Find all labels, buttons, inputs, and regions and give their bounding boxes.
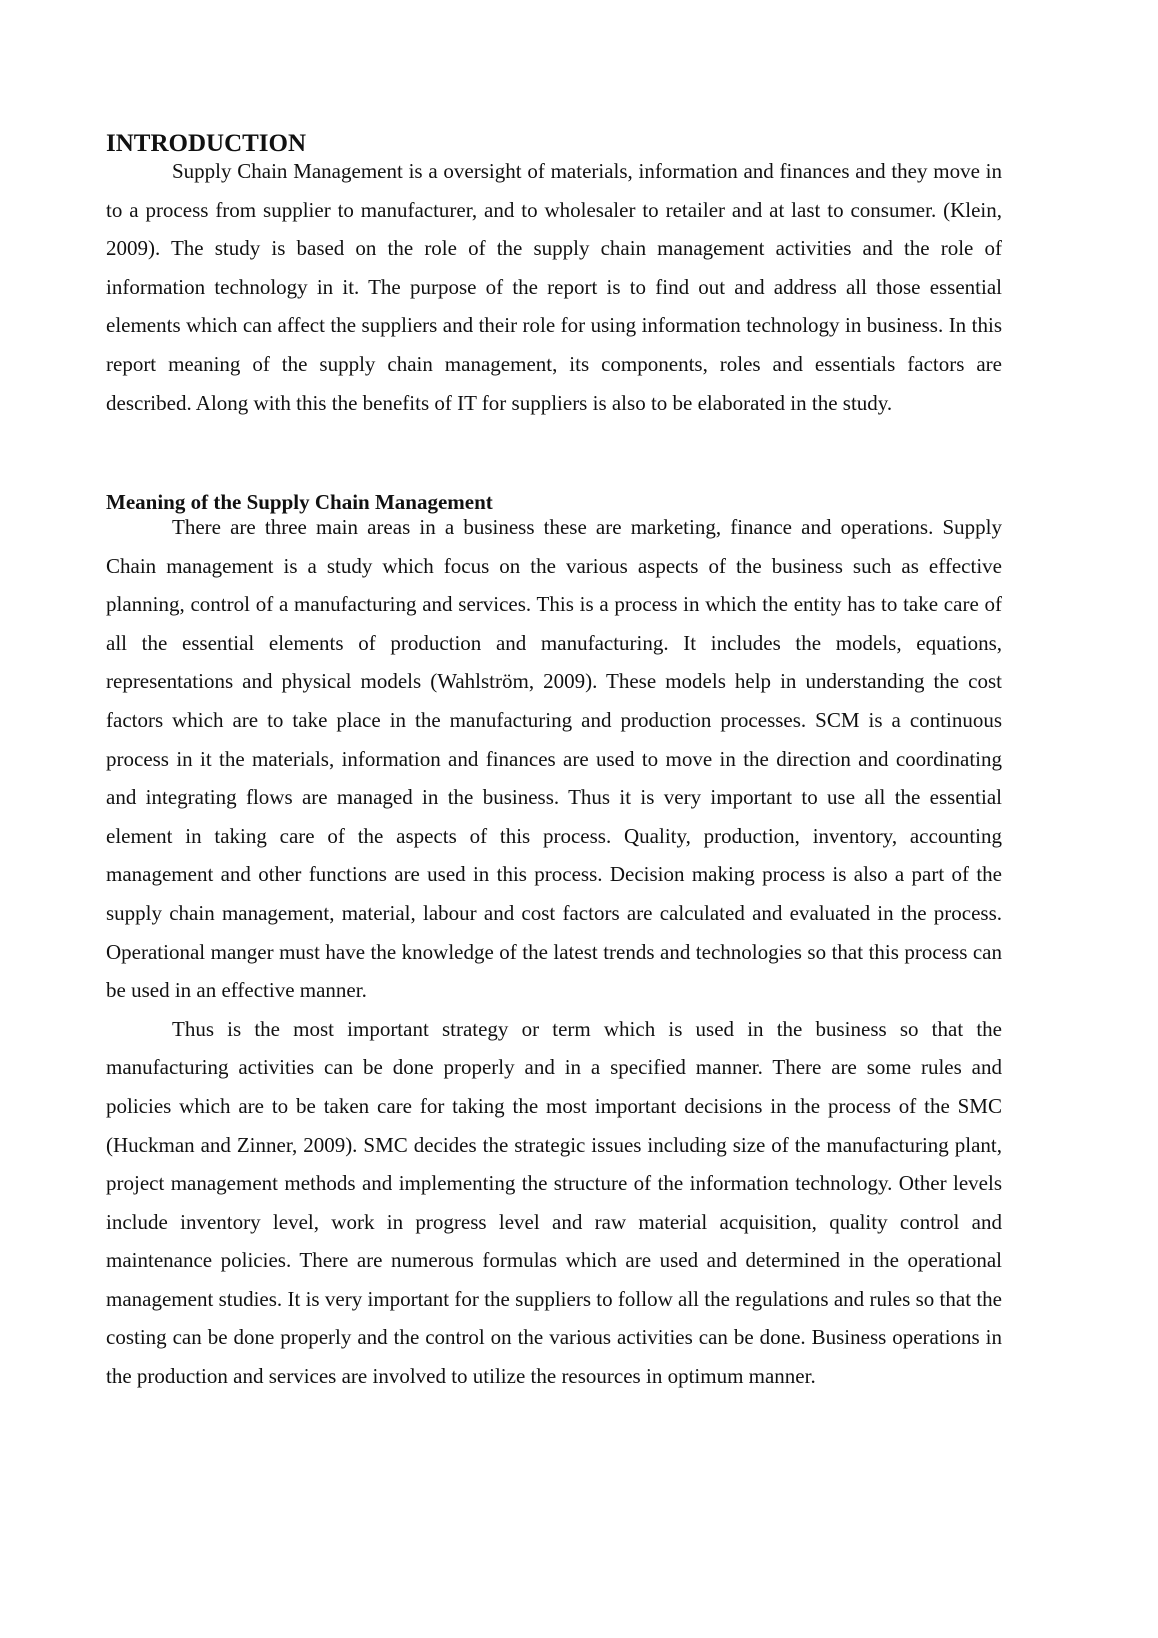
introduction-paragraph: Supply Chain Management is a oversight of materials, information and finances and they move in to a process from supplier to manufacturer, and to wholesaler to retailer and at last to consumer. (Klein, 2009). The study is based on the role of the supply chain management activities and the role of information technology in it. The purpose of the report is to find out and address all those essential elements which can affect the suppliers and their role for using information technology in business. In this report meaning of the supply chain management, its components, roles and essentials factors are described. Along with this the benefits of IT for suppliers is also to be elaborated in the study. [106,159,1002,415]
meaning-heading: Meaning of the Supply Chain Management [106,490,493,514]
meaning-paragraph-2: Thus is the most important strategy or term which is used in the business so that the manufacturing activities can be done properly and in a specified manner. There are some rules and policies which are to be taken care for taking the most important decisions in the process of the SMC (Huckman and Zinner, 2009). SMC decides the strategic issues including size of the manufacturing plant, project management methods and implementing the structure of the information technology. Other levels include inventory level, work in progress level and raw material acquisition, quality control and maintenance policies. There are numerous formulas which are used and determined in the operational management studies. It is very important for the suppliers to follow all the regulations and rules so that the costing can be done properly and the control on the various activities can be done. Business operations in the production and services are involved to utilize the resources in optimum manner. [106,1016,1002,1389]
introduction-heading: INTRODUCTION [106,130,307,157]
meaning-section [106,508,1002,1396]
meaning-paragraph-1: There are three main areas in a business these are marketing, finance and operations. Supply Chain management is a study which focus on the various aspects of the business such as effective planning, control of a manufacturing and services. This is a process in which the entity has to take care of all the essential elements of production and manufacturing. It includes the models, equations, representations and physical models (Wahlström, 2009). These models help in understanding the cost factors which are to take place in the manufacturing and production processes. SCM is a continuous process in it the materials, information and finances are used to move in the direction and coordinating and integrating flows are managed in the business. Thus it is very important to use all the essential element in taking care of the aspects of this process. Quality, production, inventory, accounting management and other functions are used in this process. Decision making process is also a part of the supply chain management, material, labour and cost factors are calculated and evaluated in the process. Operational manger must have the knowledge of the latest trends and technologies so that this process can be used in an effective manner. [106,515,1002,1003]
